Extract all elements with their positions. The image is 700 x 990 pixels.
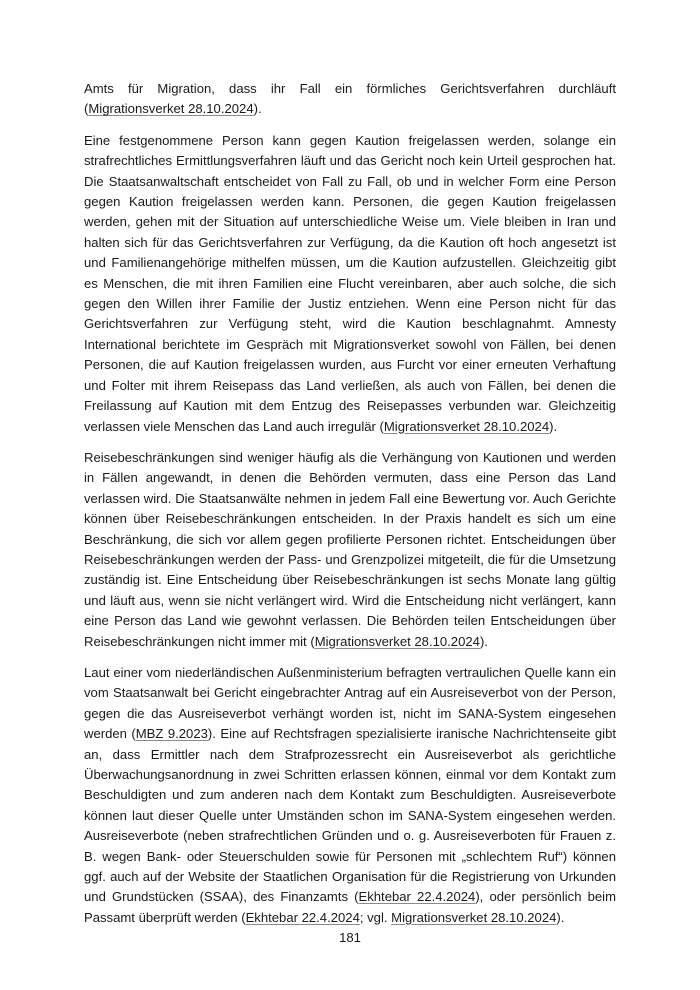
- source-reference-link[interactable]: MBZ 9.2023: [135, 726, 208, 742]
- paragraph-text: Laut einer vom niederländischen Außenministerium befragten vertraulichen Quelle kann ein vom Staatsanwalt bei Gericht eingebrachter Antrag auf ein Ausreiseverbot von der Person, gegen die das Ausreiseverbot verhängt worden ist, nicht im SANA-System eingesehen werden (: [84, 664, 616, 742]
- source-reference-link[interactable]: Migrationsverket 28.10.2024: [88, 101, 254, 117]
- paragraph-text: ; vgl.: [359, 909, 392, 925]
- page-number: 181: [339, 930, 361, 945]
- paragraph-2: [84, 131, 616, 437]
- source-reference-link[interactable]: Ekhtebar 22.4.2024: [245, 909, 360, 925]
- paragraph-text: ). Eine auf Rechtsfragen spezialisierte iranische Nachrichtenseite gibt an, dass Ermittler nach dem Strafprozessrecht ein Ausreiseverbot als gerichtliche Überwachungsanordnung in zwei Schritten erlassen können, einmal vor dem Kontakt zum Beschuldigten und zum anderen nach dem Kontakt zum Beschuldigten. Ausreiseverbote können laut dieser Quelle unter Umständen schon im SANA-System eingesehen werden. Ausreiseverbote (neben strafrechtlichen Gründen und o. g. Ausreiseverboten für Frauen z. B. wegen Bank- oder Steuerschulden sowie für Personen mit „schlechtem Ruf“) können ggf. auch auf der Website der Staatlichen Organisation für die Registrierung von Urkunden und Grundstücken (SSAA), des Finanzamts (: [84, 726, 616, 905]
- source-reference-link[interactable]: Migrationsverket 28.10.2024: [314, 633, 480, 649]
- paragraph-text: ).: [479, 633, 488, 649]
- source-reference-link[interactable]: Migrationsverket 28.10.2024: [391, 909, 557, 925]
- paragraph-text: ).: [556, 909, 565, 925]
- body-text: [84, 79, 616, 939]
- paragraph-4: [84, 663, 616, 928]
- paragraph-text: Eine festgenommene Person kann gegen Kaution freigelassen werden, solange ein strafrechtliches Ermittlungsverfahren läuft und das Gericht noch kein Urteil gesprochen hat. Die Staatsanwaltschaft entscheidet von Fall zu Fall, ob und in welcher Form eine Person gegen Kaution freigelassen werden kann. Personen, die gegen Kaution freigelassen werden, gehen mit der Situation auf unterschiedliche Weise um. Viele bleiben in Iran und halten sich für das Gerichtsverfahren zur Verfügung, da die Kaution oft hoch angesetzt ist und Familienangehörige mithelfen müssen, um die Kaution aufzustellen. Gleichzeitig gibt es Menschen, die mit ihren Familien eine Flucht vereinbaren, aber auch solche, die sich gegen den Willen ihrer Familie der Justiz entziehen. Wenn eine Person nicht für das Gerichtsverfahren zur Verfügung steht, wird die Kaution beschlagnahmt. Amnesty International berichtete im Gespräch mit Migrationsverket sowohl von Fällen, bei denen Personen, die auf Kaution freigelassen wurden, aus Furcht vor einer erneuten Verhaftung und Folter mit ihrem Reisepass das Land verließen, als auch von Fällen, bei denen die Freilassung auf Kaution mit dem Entzug des Reisepasses verbunden war. Gleichzeitig verlassen viele Menschen das Land auch irregulär (: [84, 132, 616, 434]
- paragraph-text: ).: [253, 101, 262, 117]
- paragraph-3: [84, 448, 616, 652]
- paragraph-text: ), oder persönlich beim Passamt überprüft werden (: [84, 889, 616, 925]
- source-reference-link[interactable]: Migrationsverket 28.10.2024: [383, 418, 550, 434]
- paragraph-text: ).: [549, 418, 558, 434]
- paragraph-text: Amts für Migration, dass ihr Fall ein förmliches Gerichtsverfahren durchläuft (: [84, 81, 616, 117]
- paragraph-1: [84, 79, 616, 120]
- paragraph-text: Reisebeschränkungen sind weniger häufig als die Verhängung von Kautionen und werden in Fällen angewandt, in denen die Behörden vermuten, dass eine Person das Land verlassen wird. Die Staatsanwälte nehmen in jedem Fall eine Bewertung vor. Auch Gerichte können über Reisebeschränkungen entscheiden. In der Praxis handelt es sich um eine Beschränkung, die sich vor allem gegen profilierte Personen richtet. Entscheidungen über Reisebeschränkungen werden der Pass- und Grenzpolizei mitgeteilt, die für die Umsetzung zuständig ist. Eine Entscheidung über Reisebeschränkungen ist sechs Monate lang gültig und läuft aus, wenn sie nicht verlängert wird. Wird die Entscheidung nicht verlängert, kann eine Person das Land wie gewohnt verlassen. Die Behörden teilen Entscheidungen über Reisebeschränkungen nicht immer mit (: [84, 449, 616, 649]
- source-reference-link[interactable]: Ekhtebar 22.4.2024: [358, 889, 476, 905]
